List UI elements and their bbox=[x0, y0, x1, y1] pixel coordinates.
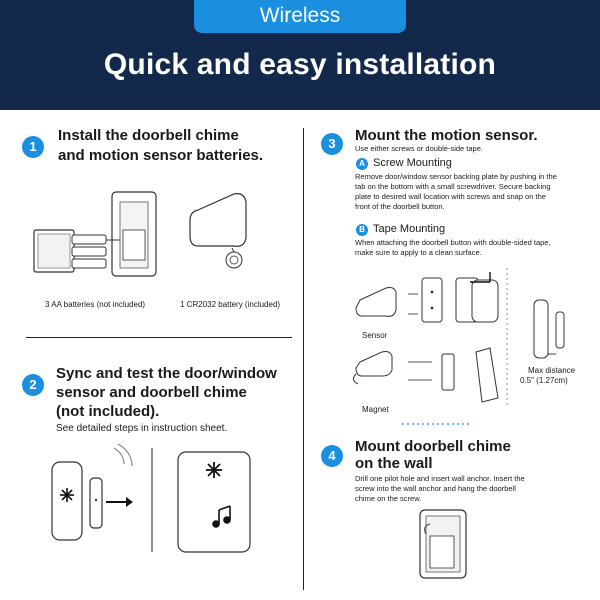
step-4-title-line-1: Mount doorbell chime bbox=[355, 438, 511, 455]
step-1-caption-left: 3 AA batteries (not included) bbox=[45, 300, 146, 309]
method-a-badge: A bbox=[356, 158, 368, 170]
step-4-body-line-3: chime on the screw. bbox=[355, 494, 422, 503]
method-b-label: Tape Mounting bbox=[373, 223, 446, 235]
step-2-title-line-3: (not included). bbox=[56, 403, 160, 420]
magnet-label: Magnet bbox=[362, 405, 389, 414]
method-a-body-line-1: Remove door/window sensor backing plate by pushing in the bbox=[355, 172, 557, 181]
battery-install-illustration bbox=[20, 180, 290, 290]
step-3-title: Mount the motion sensor. bbox=[355, 127, 538, 144]
step-1-caption-right: 1 CR2032 battery (included) bbox=[180, 300, 281, 309]
step-1-title-line-2: and motion sensor batteries. bbox=[58, 147, 264, 164]
arrow-right-icon bbox=[106, 497, 133, 507]
chime-wall-illustration bbox=[412, 506, 472, 582]
vertical-divider bbox=[303, 128, 304, 590]
method-b-badge: B bbox=[356, 224, 368, 236]
step-4-body-line-1: Drill one pilot hole and insert wall anchor. Insert the bbox=[355, 474, 525, 483]
step-3-note: Use either screws or double-side tape. bbox=[355, 144, 483, 153]
snowflake-icon bbox=[60, 488, 74, 502]
step-4-title-line-2: on the wall bbox=[355, 455, 433, 472]
max-distance-line-2: 0.5" (1.27cm) bbox=[520, 376, 568, 385]
sync-test-illustration bbox=[40, 440, 270, 560]
sensor-label: Sensor bbox=[362, 331, 388, 340]
header-banner bbox=[0, 0, 600, 110]
wireless-badge: Wireless bbox=[194, 0, 406, 33]
step-1-badge: 1 bbox=[22, 136, 44, 158]
max-distance-line-1: Max distance bbox=[528, 366, 576, 375]
horizontal-divider bbox=[26, 337, 292, 338]
step-2-note: See detailed steps in instruction sheet. bbox=[56, 423, 228, 434]
step-3-badge: 3 bbox=[321, 133, 343, 155]
page-title: Quick and easy installation bbox=[103, 48, 497, 81]
step-2-title-line-1: Sync and test the door/window bbox=[56, 365, 277, 382]
method-a-body-line-3: plate to desired wall location with screws and snap on the bbox=[355, 192, 546, 201]
step-1-title-line-1: Install the doorbell chime bbox=[58, 127, 239, 144]
step-2-badge: 2 bbox=[22, 374, 44, 396]
step-2-title-line-2: sensor and doorbell chime bbox=[56, 384, 247, 401]
step-4-body-line-2: screw into the wall anchor and hang the doorbell bbox=[355, 484, 516, 493]
method-a-body-line-2: tab on the bottom with a small screwdriver. Secure backing bbox=[355, 182, 551, 191]
method-b-body-line-1: When attaching the doorbell button with double-sided tape, bbox=[355, 238, 551, 247]
step-4-badge: 4 bbox=[321, 445, 343, 467]
method-a-label: Screw Mounting bbox=[373, 157, 452, 169]
wireless-signal-icon bbox=[114, 444, 132, 466]
method-b-body-line-2: make sure to apply to a clean surface. bbox=[355, 248, 482, 257]
method-a-body-line-4: front of the doorbell button. bbox=[355, 202, 445, 211]
mounting-illustration bbox=[352, 262, 592, 412]
